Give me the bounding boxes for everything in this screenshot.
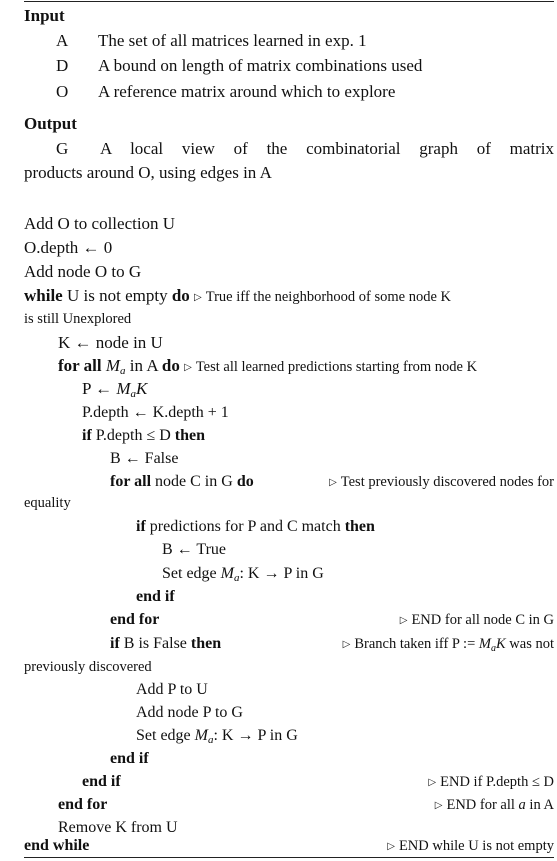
matrix-k: K <box>495 635 506 652</box>
p-arrow: P ← <box>82 379 113 399</box>
kw-then: then <box>190 634 222 652</box>
line-p-depth: P.depth ← K.depth + 1 <box>82 404 229 422</box>
kw-do: do <box>171 286 190 306</box>
if-depth-condition: P.depth ≤ D <box>95 427 171 445</box>
set-edge-post: : K → P in G <box>239 564 324 582</box>
algorithm-block <box>24 0 554 858</box>
matrix-m: M <box>116 379 131 399</box>
for-c-comment-text-a: Test previously discovered nodes for <box>340 474 554 491</box>
while-condition: U is not empty <box>66 286 168 306</box>
end-if-depth-comment <box>428 770 554 795</box>
end-while-comment-text: END while U is not empty <box>398 838 554 854</box>
matrix-sub-a: a <box>490 642 496 654</box>
end-for-c-comment <box>400 608 554 633</box>
kw-end-for: end for <box>110 610 160 628</box>
if-b-comment-text-b: previously discovered <box>24 658 152 675</box>
for-node-c: node C in G <box>155 473 233 491</box>
input-row-o <box>24 80 554 104</box>
for-comment <box>184 359 477 375</box>
input-desc-d: A bound on length of matrix combinations used <box>98 56 423 75</box>
line-p-assign <box>82 377 557 401</box>
line-k-node: K ← node in U <box>58 333 163 353</box>
matrix-sub-a: a <box>130 388 136 401</box>
matrix-sub-a: a <box>120 365 126 378</box>
input-symbol-a: A <box>56 31 69 50</box>
end-if-depth-comment-text: END if P.depth ≤ D <box>440 773 554 790</box>
for-comment-text: Test all learned predictions starting from node K <box>195 359 478 376</box>
input-row-a <box>24 29 554 53</box>
line-add-node-p: Add node P to G <box>136 703 243 721</box>
input-symbol-o: O <box>56 82 69 101</box>
kw-while: while <box>24 286 63 306</box>
input-symbol-d: D <box>56 56 69 75</box>
top-rule <box>24 1 554 2</box>
comment-triangle-icon: ▷ <box>428 776 437 788</box>
while-comment <box>194 289 451 305</box>
if-b-comment-post: was not <box>509 635 554 652</box>
input-desc-a: The set of all matrices learned in exp. 1 <box>98 31 367 50</box>
input-heading: Input <box>24 6 65 25</box>
matrix-k: K <box>136 379 148 399</box>
line-end-if-depth <box>82 770 554 794</box>
comment-triangle-icon: ▷ <box>184 362 192 374</box>
kw-then: then <box>174 427 206 445</box>
end-for-ma-comment <box>435 793 554 818</box>
line-for-all-ma <box>58 354 557 378</box>
line-b-true: B ← True <box>162 541 227 559</box>
set-edge-post: : K → P in G <box>213 726 298 744</box>
line-if-depth <box>82 424 557 448</box>
kw-end-for: end for <box>58 795 108 813</box>
output-desc-line2: products around O, using edges in A <box>24 163 272 182</box>
for-in-a: in A <box>129 356 158 376</box>
if-b-comment-pre: Branch taken iff P := <box>354 635 476 652</box>
line-end-if-1: end if <box>136 587 175 605</box>
matrix-sub-a: a <box>207 733 214 746</box>
line-if-predictions <box>136 515 557 539</box>
end-while-comment <box>387 834 554 859</box>
kw-for-all: for all <box>58 356 102 376</box>
kw-do: do <box>161 356 180 376</box>
kw-if: if <box>110 634 120 652</box>
output-symbol-g: G <box>56 139 69 158</box>
comment-triangle-icon: ▷ <box>342 638 351 650</box>
line-add-node-o: Add node O to G <box>24 262 142 281</box>
output-heading: Output <box>24 114 77 133</box>
line-remove-k: Remove K from U <box>58 819 178 836</box>
comment-triangle-icon: ▷ <box>387 841 395 852</box>
kw-then: then <box>344 518 375 536</box>
kw-if: if <box>136 518 146 536</box>
line-set-edge-1 <box>162 562 557 586</box>
line-add-p: Add P to U <box>136 680 208 698</box>
while-comment-text-b: is still Unexplored <box>24 311 132 328</box>
while-comment-text-a: True iff the neighborhood of some node K <box>205 289 452 306</box>
line-b-false: B ← False <box>110 450 179 468</box>
kw-for-all: for all <box>110 473 152 491</box>
comment-triangle-icon: ▷ <box>194 292 202 304</box>
input-row-d <box>24 54 554 78</box>
kw-if: if <box>82 427 92 445</box>
matrix-m: M <box>105 356 121 376</box>
line-while <box>24 284 554 308</box>
line-o-depth: O.depth ← 0 <box>24 238 113 257</box>
line-set-edge-2 <box>136 724 557 748</box>
line-add-o: Add O to collection U <box>24 214 176 233</box>
line-end-for-c <box>110 608 554 632</box>
input-desc-o: A reference matrix around which to explore <box>98 82 396 101</box>
set-edge-pre: Set edge <box>162 564 217 582</box>
line-end-while <box>24 834 554 858</box>
kw-end-if: end if <box>82 772 121 790</box>
line-end-for-ma <box>58 793 554 817</box>
if-b-condition: B is False <box>123 634 187 652</box>
matrix-m: M <box>194 726 208 744</box>
output-row-g <box>24 137 554 161</box>
line-if-b-false <box>110 632 554 656</box>
comment-triangle-icon: ▷ <box>399 614 408 626</box>
kw-end-while: end while <box>24 837 90 854</box>
comment-triangle-icon: ▷ <box>329 477 337 489</box>
matrix-sub-a: a <box>233 571 240 584</box>
output-desc-line1: A local view of the combinatorial graph of matrix <box>100 139 554 158</box>
var-a: a <box>518 796 526 813</box>
end-for-c-comment-text: END for all node C in G <box>411 611 554 628</box>
end-for-ma-comment-post: in A <box>529 796 554 813</box>
matrix-m: M <box>220 564 234 582</box>
if-predictions-condition: predictions for P and C match <box>149 518 341 536</box>
end-for-ma-comment-pre: END for all <box>446 796 515 813</box>
comment-triangle-icon: ▷ <box>434 799 443 811</box>
matrix-m: M <box>478 635 491 652</box>
kw-do: do <box>236 473 254 491</box>
for-c-comment-text-b: equality <box>24 495 71 512</box>
line-end-if-2: end if <box>110 749 149 767</box>
set-edge-pre: Set edge <box>136 726 191 744</box>
